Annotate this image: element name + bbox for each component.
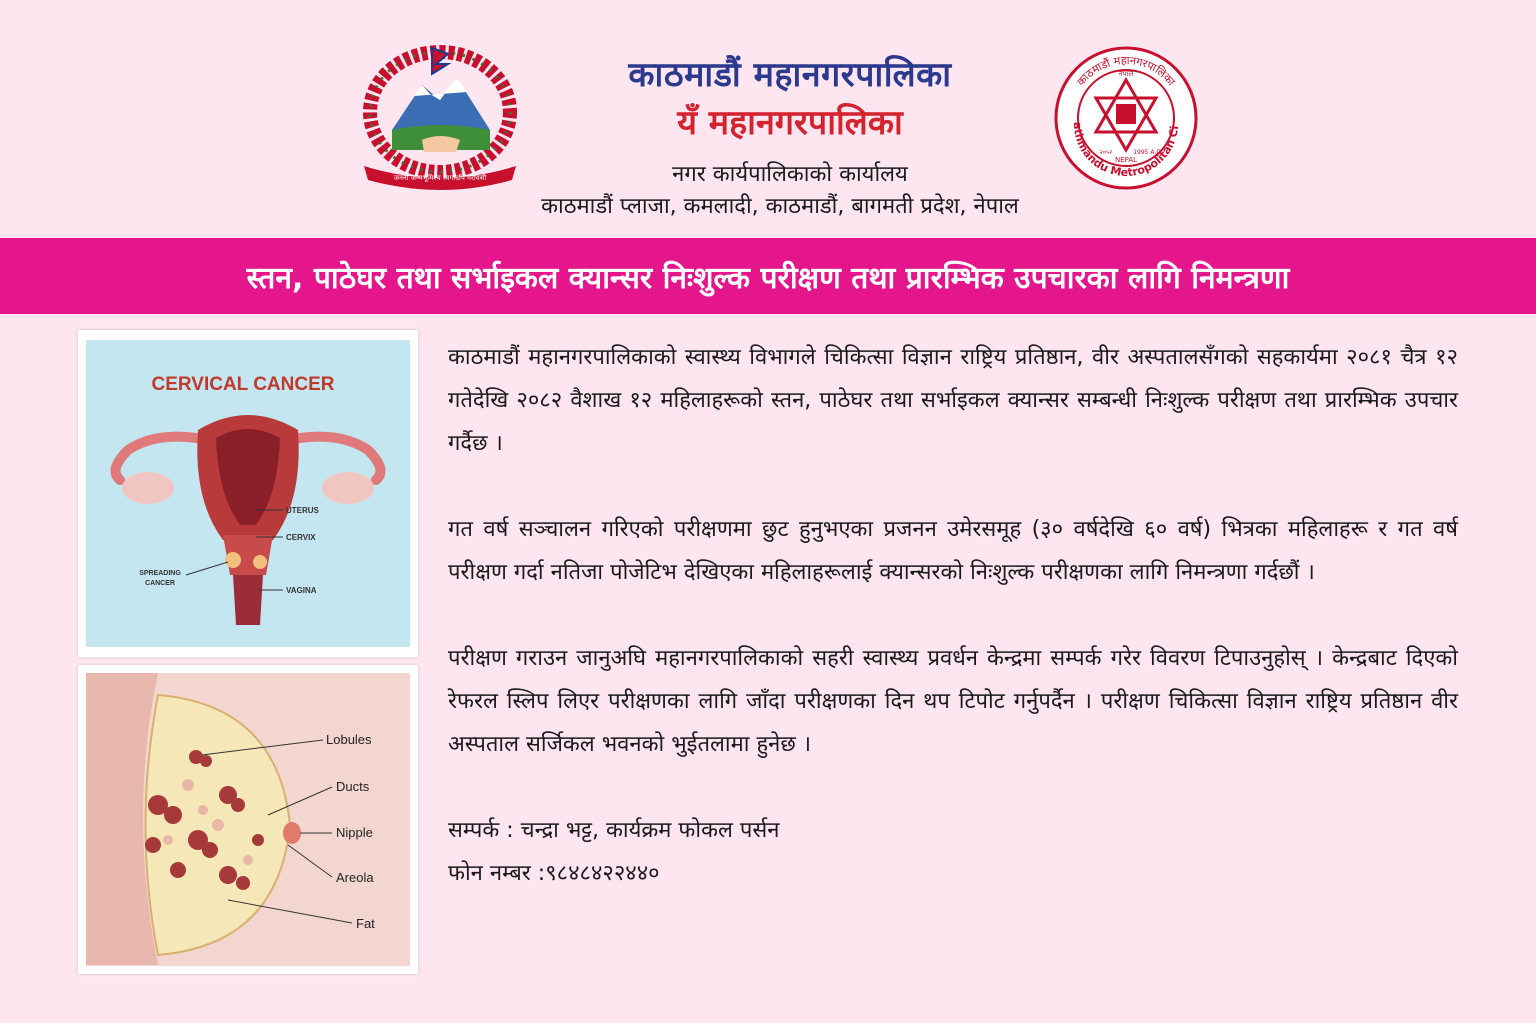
label-areola: Areola [336,870,374,885]
seal-top-text: काठमाडौं महानगरपालिका [1074,53,1178,89]
org-title-script: यँ महानगरपालिका [677,103,903,143]
emblem-motto-text: जननी जन्मभूमिश्च स्वर्गादपि गरीयसी [393,174,487,182]
banner-text: स्तन, पाठेघर तथा सर्भाइकल क्यान्सर निःशुल्क परीक्षण तथा प्रारम्भिक उपचारका लागि निमन्त्रणा [246,260,1290,296]
label-nipple: Nipple [336,825,373,840]
label-ducts: Ducts [336,779,370,794]
label-spreading-1: SPREADING [139,570,181,577]
contact-phone: फोन नम्बर :९८४८४२२४४० [448,861,660,886]
notice-paragraph-3: परीक्षण गराउन जानुअघि महानगरपालिकाको सहरी स्वास्थ्य प्रवर्धन केन्द्रमा सम्पर्क गरेर विवरण टिपाउनुहोस् । केन्द्रबाट दिएको रेफरल स्लिप लिएर परीक्षणका लागि जाँदा परीक्षणका दिन थप टिपोट गर्नुपर्दैन । परीक्षण चिकित्सा विज्ञान राष्ट्रिय प्रतिष्ठान वीर अस्पताल सर्जिकल भवनको भुईतलामा हुनेछ । [448,646,1458,757]
label-fat: Fat [356,916,375,931]
seal-country-en: NEPAL [1114,156,1138,164]
notice-body [448,336,1458,895]
office-address: काठमाडौं प्लाजा, कमलादी, काठमाडौं, बागमती प्रदेश, नेपाल [541,194,1019,219]
label-vagina: VAGINA [286,586,317,595]
seal-bottom-text: athmandu Metropolitan Ci [1070,121,1181,180]
notice-paragraph-1: काठमाडौं महानगरपालिकाको स्वास्थ्य विभागले चिकित्सा विज्ञान राष्ट्रिय प्रतिष्ठान, वीर अस्पतालसँगको सहकार्यमा २०८१ चैत्र १२ गतेदेखि २०८२ वैशाख १२ महिलाहरूको स्तन, पाठेघर तथा सर्भाइकल क्यान्सर सम्बन्धी निःशुल्क परीक्षण तथा प्रारम्भिक उपचार गर्दैछ । [448,345,1458,456]
nepal-emblem-logo [352,40,528,190]
cervical-title: CERVICAL CANCER [151,374,335,395]
notice-paragraph-2: गत वर्ष सञ्चालन गरिएको परीक्षणमा छुट हुनुभएका प्रजनन उमेरसमूह (३० वर्षदेखि ६० वर्ष) भित्रका महिलाहरू र गत वर्ष परीक्षण गर्दा नतिजा पोजेटिभ देखिएका महिलाहरूलाई क्यान्सरको निःशुल्क परीक्षणका लागि निमन्त्रणा गर्दछौं । [448,517,1458,585]
office-subtitle: नगर कार्यपालिकाको कार्यालय [672,162,908,187]
label-spreading-2: CANCER [145,580,175,587]
label-lobules: Lobules [326,732,372,747]
kmc-seal-logo [1052,44,1200,192]
seal-country-np: नेपाल [1118,70,1134,78]
title-banner [0,238,1536,314]
org-title: काठमाडौं महानगरपालिका [628,55,952,95]
contact-person: सम्पर्क : चन्द्रा भट्ट, कार्यक्रम फोकल पर्सन [448,818,780,843]
header [0,0,1536,238]
cervical-cancer-image [78,330,418,657]
seal-year-right: 1995 A.D. [1133,149,1163,156]
seal-year-left: २०५२ [1099,149,1113,156]
label-uterus: UTERUS [286,506,319,515]
label-cervix: CERVIX [286,533,316,542]
breast-anatomy-image [78,665,418,974]
